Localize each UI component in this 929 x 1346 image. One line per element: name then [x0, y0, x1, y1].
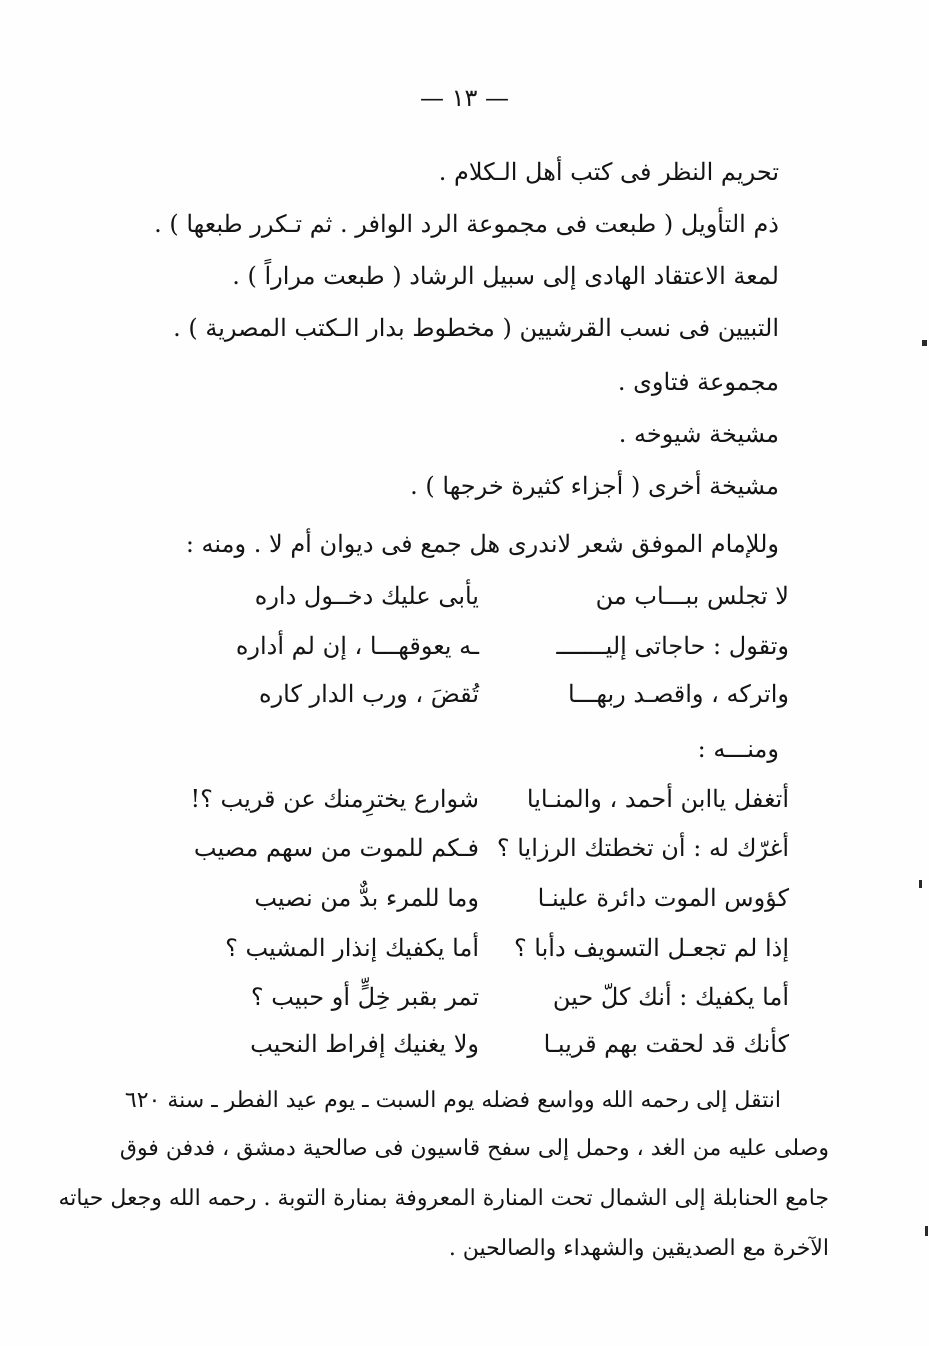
- scan-speck: [925, 1226, 928, 1236]
- closing-paragraph-line: وصلى عليه من الغد ، وحمل إلى سفح قاسيون فى صالحية دمشق ، فدفن فوق: [119, 1136, 829, 1161]
- closing-paragraph-line: الآخرة مع الصديقين والشهداء والصالحين .: [448, 1236, 829, 1261]
- verse-hemistich-first: واتركه ، واقصـد ربهـــا: [567, 680, 789, 708]
- work-item: مشيخة أخرى ( أجزاء كثيرة خرجها ) .: [410, 472, 779, 500]
- closing-paragraph-line: انتقل إلى رحمه الله وواسع فضله يوم السبت ـ يوم عيد الفطر ـ سنة ٦٢٠: [124, 1088, 781, 1113]
- scan-speck: [922, 340, 927, 346]
- work-item: ذم التأويل ( طبعت فى مجموعة الرد الوافر . ثم تـكرر طبعها ) .: [154, 210, 779, 238]
- verse-hemistich-second: تُقضَ ، ورب الدار كاره: [259, 680, 479, 708]
- verse-hemistich-first: كأنك قد لحقت بهم قريبـا: [543, 1030, 789, 1058]
- verse-hemistich-first: وتقول : حاجاتى إليـــــــ: [556, 632, 789, 660]
- verse-hemistich-first: أتغفل ياابن أحمد ، والمنـايا: [526, 785, 789, 813]
- verse-hemistich-first: لا تجلس ببـــاب من: [595, 582, 789, 610]
- verse-hemistich-first: إذا لم تجعـل التسويف دأبا ؟: [513, 934, 789, 962]
- work-item: التبيين فى نسب القرشيين ( مخطوط بدار الـكتب المصرية ) .: [173, 314, 779, 342]
- verse-hemistich-second: تمر بقبر خِلٍّ أو حبيب ؟: [250, 983, 479, 1011]
- verse-hemistich-first: أما يكفيك : أنك كلّ حين: [552, 983, 789, 1011]
- verse-hemistich-second: يأبى عليك دخــول داره: [254, 582, 479, 610]
- work-item: لمعة الاعتقاد الهادى إلى سبيل الرشاد ( طبعت مراراً ) .: [232, 262, 779, 290]
- scan-speck: [919, 880, 922, 888]
- verse-hemistich-second: ـه يعوقهـــا ، إن لم أداره: [235, 632, 479, 660]
- verse-hemistich-first: كؤوس الموت دائرة علينـا: [537, 884, 789, 912]
- verse-hemistich-second: أما يكفيك إنذار المشيب ؟: [225, 934, 479, 962]
- work-item: مشيخة شيوخه .: [618, 420, 779, 448]
- poem-label: ومنـــه :: [697, 735, 779, 763]
- closing-paragraph-line: جامع الحنابلة إلى الشمال تحت المنارة المعروفة بمنارة التوبة . رحمه الله وجعل حياته: [58, 1186, 829, 1211]
- verse-hemistich-second: فـكم للموت من سهم مصيب: [193, 834, 479, 862]
- work-item: تحريم النظر فى كتب أهل الـكلام .: [438, 158, 779, 186]
- poetry-intro: وللإمام الموفق شعر لاندرى هل جمع فى ديوان أم لا . ومنه :: [185, 530, 779, 558]
- verse-hemistich-second: شوارع يخترِمنك عن قريب ؟!: [190, 785, 479, 813]
- verse-hemistich-second: ولا يغنيك إفراط النحيب: [250, 1030, 479, 1058]
- page-number: — ١٣ —: [419, 84, 510, 112]
- verse-hemistich-first: أغرّك له : أن تخطتك الرزايا ؟: [496, 834, 789, 862]
- verse-hemistich-second: وما للمرء بدٌّ من نصيب: [254, 884, 479, 912]
- work-item: مجموعة فتاوى .: [617, 368, 779, 396]
